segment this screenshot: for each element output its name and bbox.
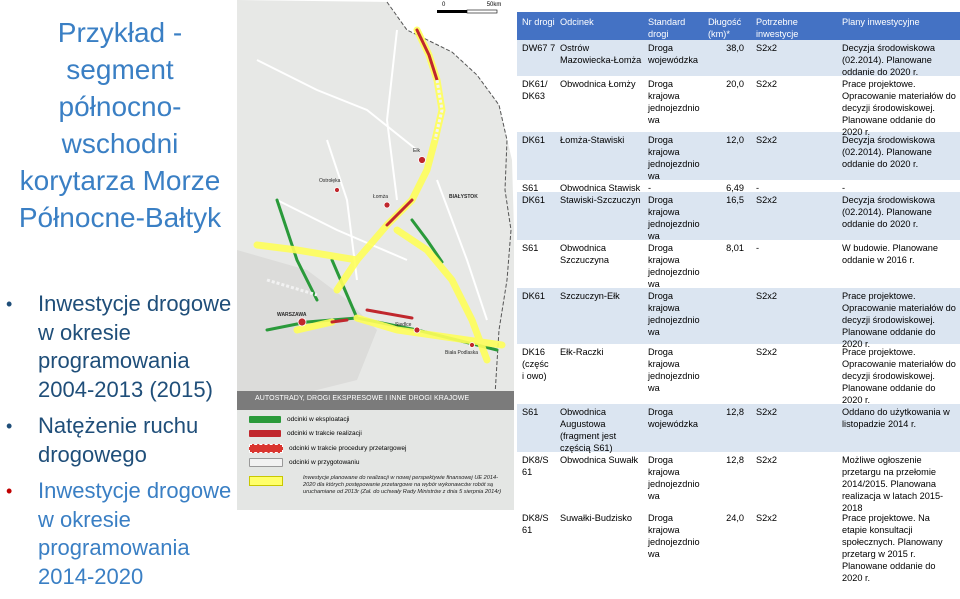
legend-note: Inwestycje planowane do realizacji w nowej perspektywie finansowej UE 2014-2020 dla których postępowanie przetargowe na wybór wykonawców robót są uruchamiane od 2013r (Zał. do uchwały Rady Ministrów z dnia 5 sierpnia 2014r) [303,475,502,495]
cell-inwestycje: S2x2 [756,347,777,357]
bullet-icon: • [6,481,13,501]
map-label: Siedlce [395,322,412,328]
slide-title: Przykład - segment północno-wschodni korytarza Morze Północne-Bałtyk [18,17,222,233]
cell-inwestycje: S2x2 [756,195,777,205]
bullet-item [0,477,240,591]
map-label: WARSZAWA [277,312,307,318]
cell-nr: DK8/S 61 [522,513,549,535]
cell-odcinek: Obwodnica Suwałk [560,455,639,465]
cell-dlugosc: 12,8 [726,455,744,465]
bullet-list [0,290,240,599]
cell-dlugosc: 24,0 [726,513,744,523]
cell-odcinek: Suwałki-Budzisko [560,513,632,523]
header-dlugosc: Długość (km)* [708,17,742,39]
legend-note-swatch [249,476,283,486]
map-label: Ełk [413,148,420,154]
legend-label: odcinki w trakcie procedury przetargowej [289,445,407,452]
cell-plany: Prace projektowe. Opracowanie materiałów do decyzji środowiskowej. Planowane oddanie do 2020 r. [842,79,956,137]
legend-label: odcinki w trakcie realizacji [287,430,362,437]
cell-dlugosc: 20,0 [726,79,744,89]
map-legend [237,410,514,510]
cell-dlugosc: 12,8 [726,407,744,417]
cell-dlugosc: 16,5 [726,195,744,205]
cell-plany: Prace projektowe. Na etapie konsultacji społecznych. Planowany przetarg w 2015 r. Planowane oddanie do 2020 r. [842,513,943,583]
header-standard: Standard drogi [648,17,686,39]
cell-nr: S61 [522,407,539,417]
cell-plany: Prace projektowe. Opracowanie materiałów do decyzji środowiskowej. Planowane oddanie do 2020 r. [842,347,956,405]
cell-standard: Droga wojewódzka [648,407,699,429]
legend-label: odcinki w przygotowaniu [289,459,360,466]
cell-inwestycje: S2x2 [756,513,777,523]
cell-dlugosc: 8,01 [726,243,744,253]
cell-odcinek: Obwodnica Stawisk [560,183,641,193]
cell-plany: Prace projektowe. Opracowanie materiałów do decyzji środowiskowej. Planowane oddanie do 2020 r. [842,291,956,349]
cell-odcinek: Ostrów Mazowiecka-Łomża [560,43,642,65]
header-nr: Nr drogi [522,17,555,27]
cell-plany: - [842,183,846,193]
cell-nr: DW67 7 [522,43,556,53]
cell-dlugosc: 6,49 [726,183,744,193]
cell-inwestycje: S2x2 [756,43,777,53]
cell-inwestycje: S2x2 [756,407,777,417]
cell-standard: Droga krajowa jednojezdnio wa [648,135,700,181]
cell-standard: Droga wojewódzka [648,43,699,65]
map-label: Biała Podlaska [445,350,479,356]
bullet-text: Inwestycje drogowe w okresie programowania 2014-2020 [38,478,232,589]
cell-plany: Możliwe ogłoszenie przetargu na przełomie 2014/2015. Planowana realizacja w latach 2015-2018 [842,455,944,513]
cell-dlugosc: 12,0 [726,135,744,145]
cell-standard: Droga krajowa jednojezdnio wa [648,291,700,337]
cell-standard: Droga krajowa jednojezdnio wa [648,347,700,393]
legend-item [249,416,350,423]
cell-plany: W budowie. Planowane oddanie w 2016 r. [842,243,939,265]
cell-odcinek: Obwodnica Augustowa (fragment jest częścią S61) [560,407,617,453]
cell-inwestycje: S2x2 [756,455,777,465]
cell-standard: Droga krajowa jednojezdnio wa [648,195,700,241]
header-odcinek: Odcinek [560,17,594,27]
header-inwestycje: Potrzebne inwestycje [756,17,799,39]
cell-nr: S61 [522,243,539,253]
map-graphic [237,0,514,410]
cell-nr: DK61/ DK63 [522,79,548,101]
bullet-item [0,412,240,469]
cell-nr: DK16 (częśc i owo) [522,347,549,381]
legend-swatch [249,458,283,467]
cell-dlugosc: 38,0 [726,43,744,53]
legend-swatch [249,430,281,437]
header-plany: Plany inwestycyjne [842,17,920,27]
legend-item [249,444,406,453]
road-map [237,0,514,510]
map-legend-header: AUTOSTRADY, DROGI EKSPRESOWE I INNE DROGI KRAJOWE [255,395,470,402]
scale-start: 0 [442,2,446,8]
cell-odcinek: Ełk-Raczki [560,347,604,357]
cell-odcinek: Obwodnica Łomży [560,79,636,89]
cell-nr: S61 [522,183,539,193]
bullet-text: Natężenie ruchu drogowego [38,413,199,467]
cell-standard: Droga krajowa jednojezdnio wa [648,455,700,501]
legend-swatch [249,416,281,423]
map-label: Łomża [373,194,389,200]
cell-inwestycje: S2x2 [756,79,777,89]
bullet-icon: • [6,416,13,436]
legend-item [249,458,359,467]
cell-plany: Oddano do użytkowania w listopadzie 2014 r. [842,407,950,429]
cell-plany: Decyzja środowiskowa (02.2014). Planowane oddanie do 2020 r. [842,195,935,229]
cell-odcinek: Łomża-Stawiski [560,135,625,145]
scale-end: 50km [486,2,502,8]
map-scale [442,2,501,8]
bullet-text: Inwestycje drogowe w okresie programowania 2004-2013 (2015) [38,291,232,402]
cell-inwestycje: - [756,243,760,253]
cell-odcinek: Obwodnica Szczuczyna [560,243,610,265]
legend-swatch [249,444,283,453]
legend-item [249,430,362,437]
cell-standard: Droga krajowa jednojezdnio wa [648,79,700,125]
cell-inwestycje: S2x2 [756,135,777,145]
cell-odcinek: Szczuczyn-Ełk [560,291,620,301]
bullet-item [0,290,240,404]
map-label: Ostrołęka [319,178,341,184]
cell-odcinek: Stawiski-Szczuczyn [560,195,641,205]
cell-inwestycje: S2x2 [756,291,777,301]
cell-nr: DK61 [522,195,545,205]
cell-plany: Decyzja środowiskowa (02.2014). Planowane oddanie do 2020 r. [842,135,935,169]
cell-inwestycje: - [756,183,760,193]
cell-standard: Droga krajowa jednojezdnio wa [648,243,700,289]
bullet-icon: • [6,294,13,314]
cell-nr: DK61 [522,135,545,145]
map-label: BIAŁYSTOK [449,194,478,200]
cell-standard: Droga krajowa jednojezdnio wa [648,513,700,559]
legend-label: odcinki w eksploatacji [287,416,350,423]
cell-plany: Decyzja środowiskowa (02.2014). Planowane oddanie do 2020 r. [842,43,935,77]
cell-nr: DK8/S 61 [522,455,549,477]
cell-standard: - [648,183,652,193]
cell-nr: DK61 [522,291,545,301]
